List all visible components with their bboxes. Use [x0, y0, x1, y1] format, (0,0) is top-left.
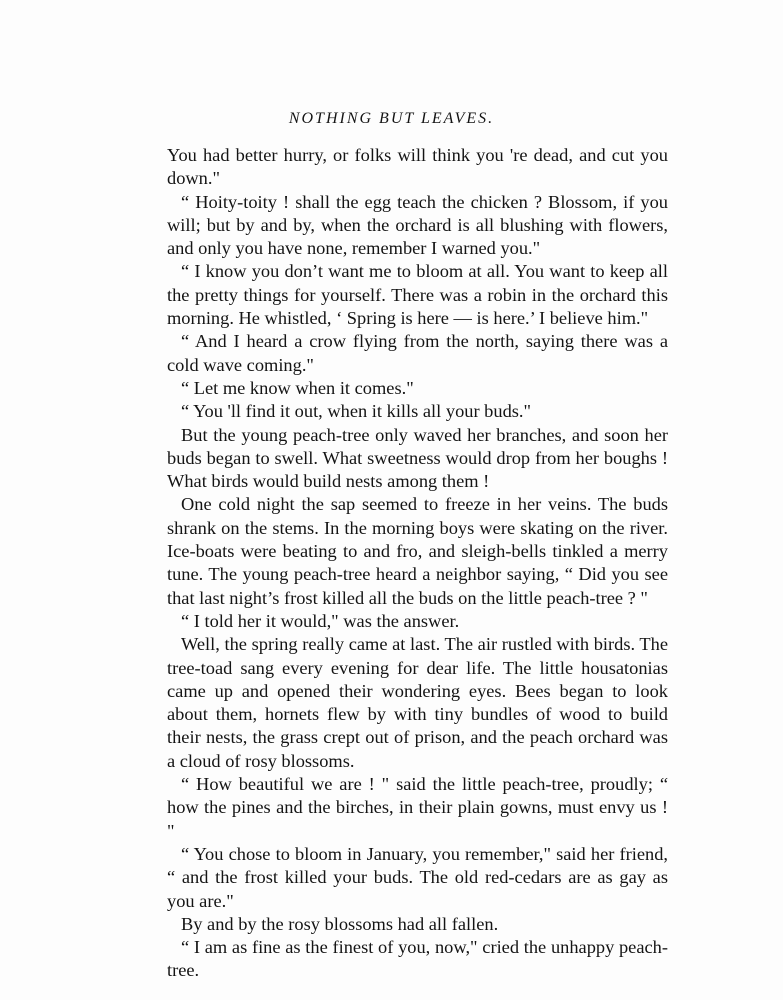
body-text [167, 144, 668, 983]
paragraph: “ Let me know when it comes." [181, 377, 414, 398]
paragraph: “ And I heard a crow flying from the north, saying there was a cold wave coming." [167, 331, 668, 375]
paragraph: By and by the rosy blossoms had all fallen. [181, 913, 499, 934]
paragraph: One cold night the sap seemed to freeze in her veins. The buds shrank on the stems. In the morning boys were skating on the river. Ice-boats were beating to and fro, and sleigh-bells tinkled a merry tune. The young peach-tree heard a neighbor saying, “ Did you see that last night’s frost killed all the buds on the little peach-tree ? " [167, 494, 668, 608]
paragraph: Well, the spring really came at last. The air rustled with birds. The tree-toad sang every evening for dear life. The little housatonias came up and opened their wondering eyes. Bees began to look about them, hornets flew by with tiny bundles of wood to build their nests, the grass crept out of prison, and the peach orchard was a cloud of rosy blossoms. [167, 634, 668, 771]
paragraph: But the young peach-tree only waved her branches, and soon her buds began to swell. What sweetness would drop from her boughs ! What birds would build nests among them ! [167, 424, 668, 492]
paragraph: You had better hurry, or folks will think you 're dead, and cut you down." [167, 145, 668, 189]
running-header: NOTHING BUT LEAVES. [288, 110, 495, 127]
paragraph: “ Hoity-toity ! shall the egg teach the chicken ? Blossom, if you will; but by and by, when the orchard is all blushing with flowers, and only you have none, remember I warned you." [167, 191, 668, 259]
paragraph: “ You chose to bloom in January, you remember," said her friend, “ and the frost killed your buds. The old red-cedars are as gay as you are." [167, 843, 668, 911]
paragraph: “ I know you don’t want me to bloom at all. You want to keep all the pretty things for yourself. There was a robin in the orchard this morning. He whistled, ‘ Spring is here — is here.’ I believe him." [167, 261, 668, 329]
paragraph: “ How beautiful we are ! " said the little peach-tree, proudly; “ how the pines and the birches, in their plain gowns, must envy us ! " [167, 774, 668, 841]
paragraph: “ You 'll find it out, when it kills all your buds." [181, 401, 532, 422]
paragraph: “ I told her it would," was the answer. [181, 610, 460, 631]
paragraph: “ I am as fine as the finest of you, now," cried the unhappy peach-tree. [167, 937, 668, 981]
